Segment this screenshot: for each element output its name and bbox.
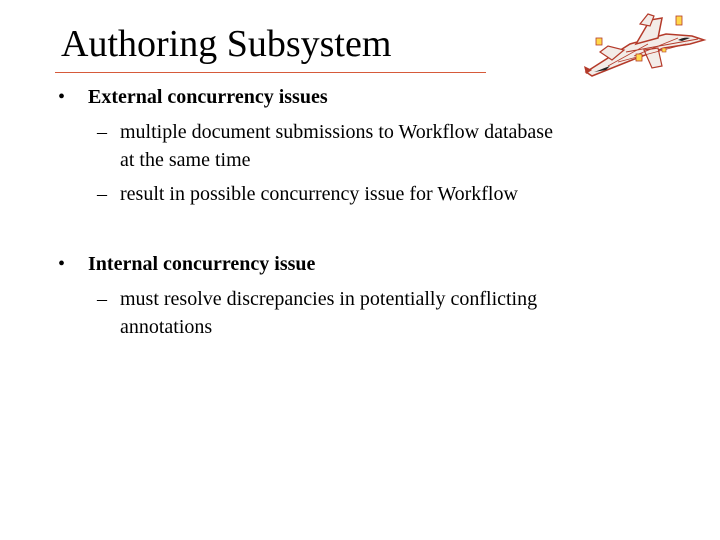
- dash-marker: –: [97, 183, 107, 205]
- subitem-continuation: at the same time: [120, 149, 251, 171]
- subitem-multiple-submissions: [97, 118, 553, 146]
- subitem-text: must resolve discrepancies in potentially conflicting: [120, 288, 538, 310]
- bullet-text: External concurrency issues: [88, 86, 328, 108]
- bullet-internal: [58, 250, 315, 278]
- slide-title: Authoring Subsystem: [61, 23, 392, 65]
- bullet-external: [58, 83, 328, 111]
- dash-marker: –: [97, 288, 107, 310]
- dash-marker: –: [97, 121, 107, 143]
- bullet-text: Internal concurrency issue: [88, 253, 316, 275]
- subitem-possible-concurrency: [97, 180, 518, 208]
- bullet-marker: •: [58, 86, 66, 108]
- subitem-continuation: annotations: [120, 316, 213, 338]
- subitem-text: multiple document submissions to Workflow database: [120, 121, 553, 143]
- bullet-marker: •: [58, 253, 66, 275]
- jet-aircraft-icon: [578, 10, 710, 78]
- subitem-resolve-discrepancies: [97, 285, 537, 313]
- title-underline: [55, 72, 486, 73]
- subitem-text: result in possible concurrency issue for Workflow: [120, 183, 518, 205]
